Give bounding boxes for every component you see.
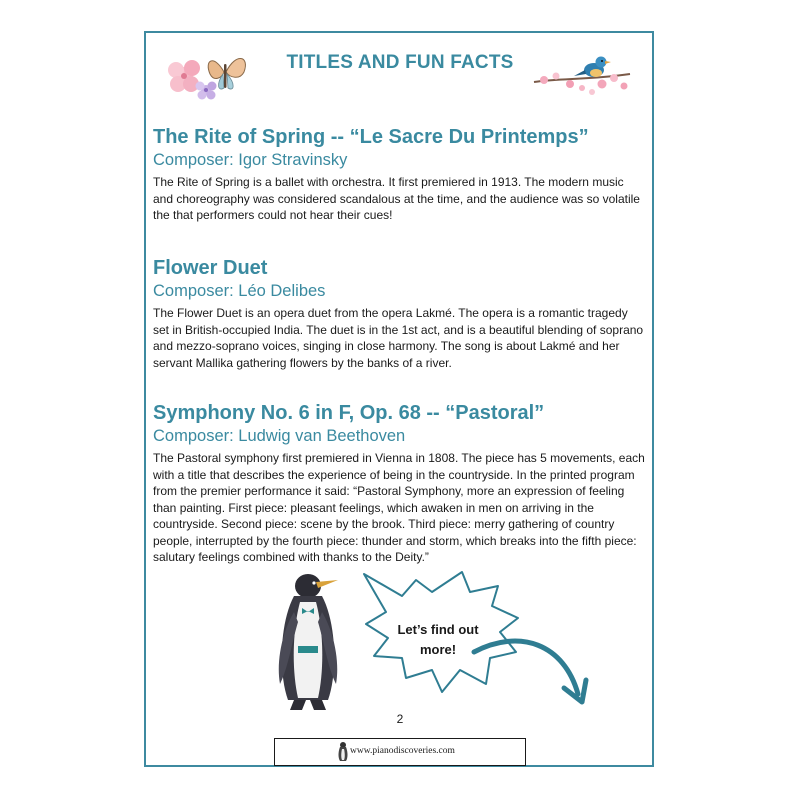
penguin-illustration [272,572,344,718]
footer-url[interactable]: www.pianodiscoveries.com [350,746,455,756]
section-pastoral-symphony [153,402,645,566]
section-title: The Rite of Spring -- “Le Sacre Du Printemps” [153,126,589,148]
page-number: 2 [396,712,404,726]
penguin-logo-icon [337,741,349,763]
section-title: Flower Duet [153,257,268,279]
section-title: Symphony No. 6 in F, Op. 68 -- “Pastoral” [153,402,545,424]
section-body: The Pastoral symphony first premiered in Vienna in 1808. The piece has 5 movements, each with a title that describes the experience of being in the countryside. In the printed program from the premier performance it said: “Pastoral Symphony, more an expression of feeling than painting. First piece: pleasant feelings, which awaken in men on arriving in the countryside. Second piece: scene by the brook. Third piece: merry gathering of country people, interrupted by the fourth piece: thunder and storm, which breaks into the fifth piece: salutary feelings combined with thanks to the Deity.” [153,451,645,564]
section-body: The Flower Duet is an opera duet from the opera Lakmé. The opera is a romantic tragedy set in British-occupied India. The duet is in the 1st act, and is a beautiful blending of soprano and mezzo-soprano voices, singing in close harmony. The song is about Lakmé and her servant Mallika gathering flowers by the banks of a river. [153,306,644,370]
section-flower-duet [153,257,645,371]
callout-line-1: Let’s find out [397,622,479,637]
callout-line-2: more! [419,642,457,657]
callout-text [384,620,492,660]
section-body: The Rite of Spring is a ballet with orchestra. It first premiered in 1913. The modern music and choreography was considered scandalous at the time, and the audience was so volatile the that performers could not hear their cues! [153,175,640,222]
section-composer: Composer: Igor Stravinsky [153,151,348,169]
penguin-head-icon [295,574,321,598]
page-title: TITLES AND FUN FACTS [286,52,514,73]
section-rite-of-spring [153,126,645,224]
section-composer: Composer: Léo Delibes [153,282,326,300]
blossom-icon [540,73,628,96]
section-composer: Composer: Ludwig van Beethoven [153,427,406,445]
purple-flower-icon [196,82,217,100]
